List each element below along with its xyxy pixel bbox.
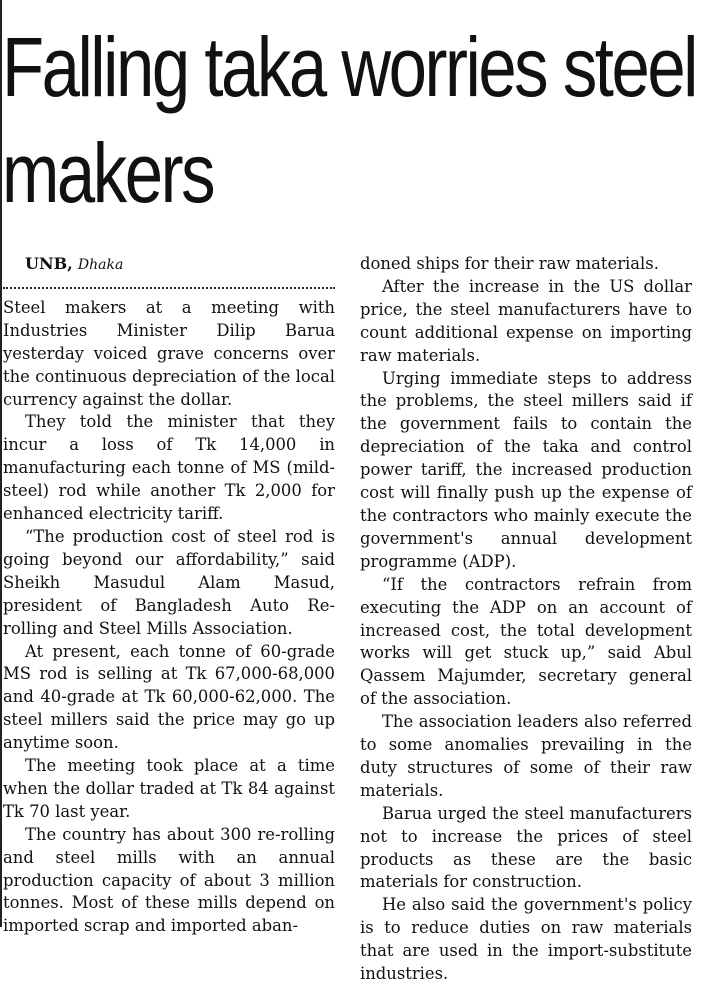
paragraph: Barua urged the steel manufacturers not to increase the prices of steel products as these are the basic materials for construction. [360, 803, 692, 892]
headline: Falling taka worries steel makers [2, 20, 697, 220]
article-column-left [3, 253, 335, 938]
paragraph: He also said the government's policy is to reduce duties on raw materials that are used in the import-substitute industries. [360, 895, 692, 984]
paragraph: After the increase in the US dollar price, the steel manufacturers have to count additional expense on importing raw materials. [360, 276, 692, 365]
paragraph: Steel makers at a meeting with Industries Minister Dilip Barua yesterday voiced grave concerns over the continuous depreciation of the local currency against the dollar. [3, 297, 335, 409]
byline-location: Dhaka [77, 257, 124, 273]
paragraph: The association leaders also referred to some anomalies prevailing in the duty structures of some of their raw materials. [360, 712, 692, 800]
article-column-right [360, 253, 692, 986]
paragraph: The country has about 300 re-rolling and steel mills with an annual production capacity of about 3 million tonnes. Most of these mills depend on imported scrap and imported aban- [3, 824, 335, 936]
paragraph: doned ships for their raw materials. [360, 254, 659, 273]
byline-agency: UNB, [25, 254, 73, 273]
paragraph: They told the minister that they incur a loss of Tk 14,000 in manufacturing each tonne of MS (mild-steel) rod while another Tk 2,000 for enhanced electricity tariff. [3, 412, 335, 524]
paragraph: At present, each tonne of 60-grade MS rod is selling at Tk 67,000-68,000 and 40-grade at Tk 60,000-62,000. The steel millers said the price may go up anytime soon. [3, 641, 335, 753]
paragraph: Urging immediate steps to address the problems, the steel millers said if the government fails to contain the depreciation of the taka and control power tariff, the increased production cost will finally push up the expense of the contractors who mainly execute the government's annual development programme (ADP). [360, 368, 692, 571]
paragraph: “The production cost of steel rod is going beyond our affordability,” said Sheikh Masudul Alam Masud, president of Bangladesh Auto Re-rolling and Steel Mills Association. [3, 526, 335, 638]
paragraph: “If the contractors refrain from executing the ADP on an account of increased cost, the total development works will get stuck up,” said Abul Qassem Majumder, secretary general of the association. [360, 574, 692, 709]
paragraph: The meeting took place at a time when the dollar traded at Tk 84 against Tk 70 last year. [3, 756, 335, 821]
